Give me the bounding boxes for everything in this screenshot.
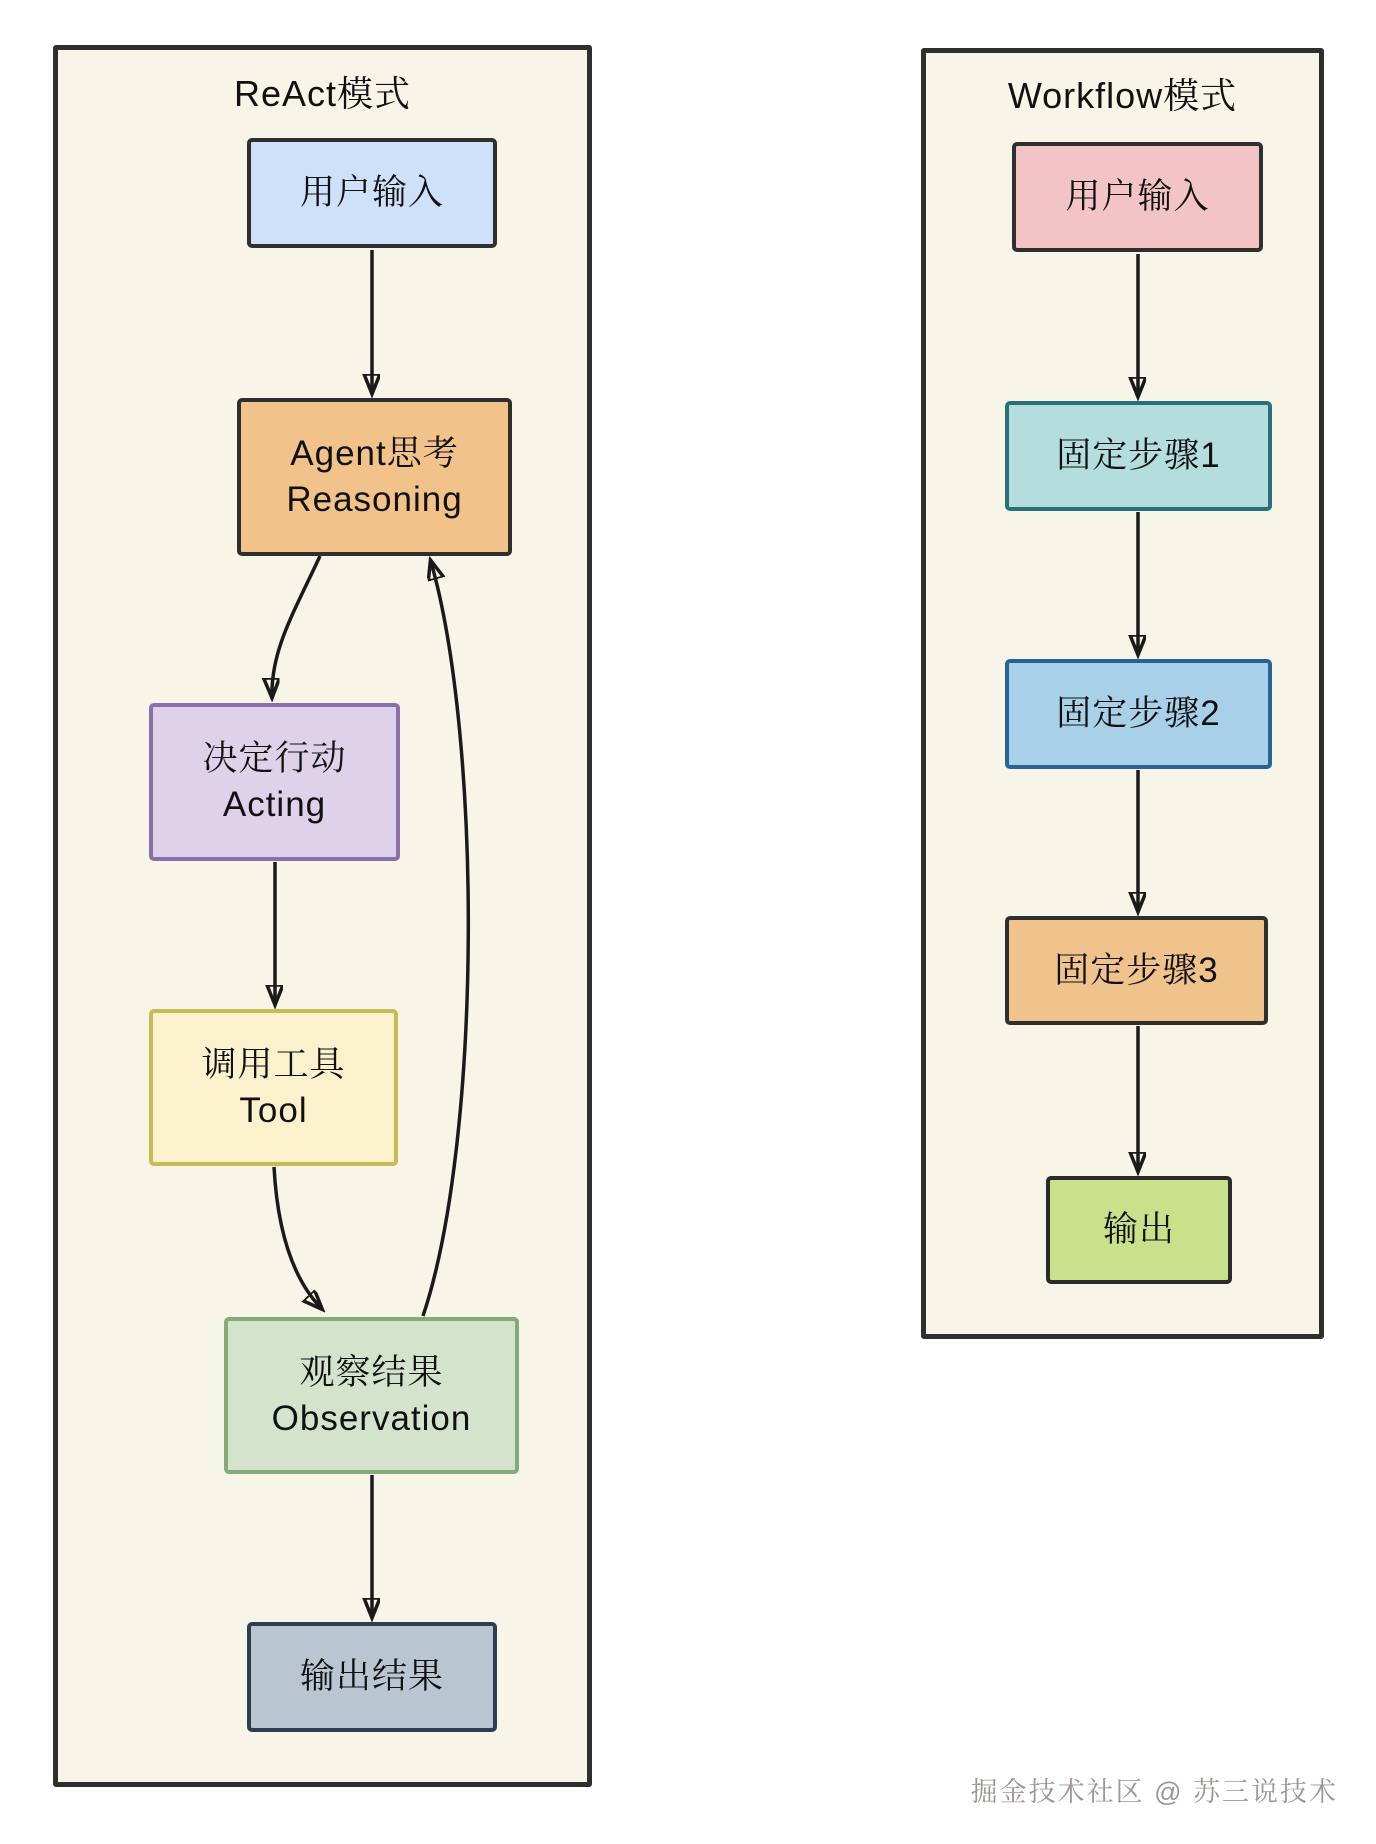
- node-workflow-step1: [1005, 401, 1272, 511]
- node-label-line1: 调用工具: [201, 1044, 346, 1084]
- node-label: 输出: [1102, 1210, 1175, 1249]
- react-panel: [53, 45, 592, 1787]
- node-label-line1: 决定行动: [202, 739, 347, 778]
- watermark-text: 掘金技术社区 @ 苏三说技术: [970, 1777, 1338, 1807]
- node-label-line2: Reasoning: [286, 480, 463, 519]
- node-react-tool: [149, 1009, 398, 1166]
- node-label-line2: Tool: [239, 1090, 308, 1130]
- node-label-line1: Agent思考: [290, 434, 459, 473]
- node-react-agent-reasoning: [237, 398, 512, 556]
- node-react-output: [247, 1622, 497, 1732]
- node-label-line2: Observation: [271, 1398, 472, 1438]
- node-label: 固定步骤1: [1056, 436, 1221, 475]
- node-workflow-user-input: [1012, 142, 1263, 252]
- node-label-line2: Acting: [222, 785, 327, 824]
- node-label: 固定步骤3: [1054, 950, 1219, 990]
- node-workflow-step2: [1005, 659, 1272, 769]
- node-label: 固定步骤2: [1056, 694, 1221, 733]
- node-label: 输出结果: [299, 1657, 444, 1696]
- node-label-line1: 观察结果: [299, 1352, 444, 1392]
- react-panel-title: ReAct模式: [233, 73, 412, 114]
- node-label: 用户输入: [299, 173, 444, 212]
- node-workflow-step3: [1005, 916, 1268, 1025]
- node-workflow-output: [1046, 1176, 1232, 1284]
- workflow-panel-title: Workflow模式: [1007, 75, 1238, 116]
- node-react-user-input: [247, 138, 497, 248]
- node-react-observation: [224, 1317, 519, 1474]
- node-label: 用户输入: [1065, 177, 1210, 216]
- node-react-acting: [149, 703, 400, 861]
